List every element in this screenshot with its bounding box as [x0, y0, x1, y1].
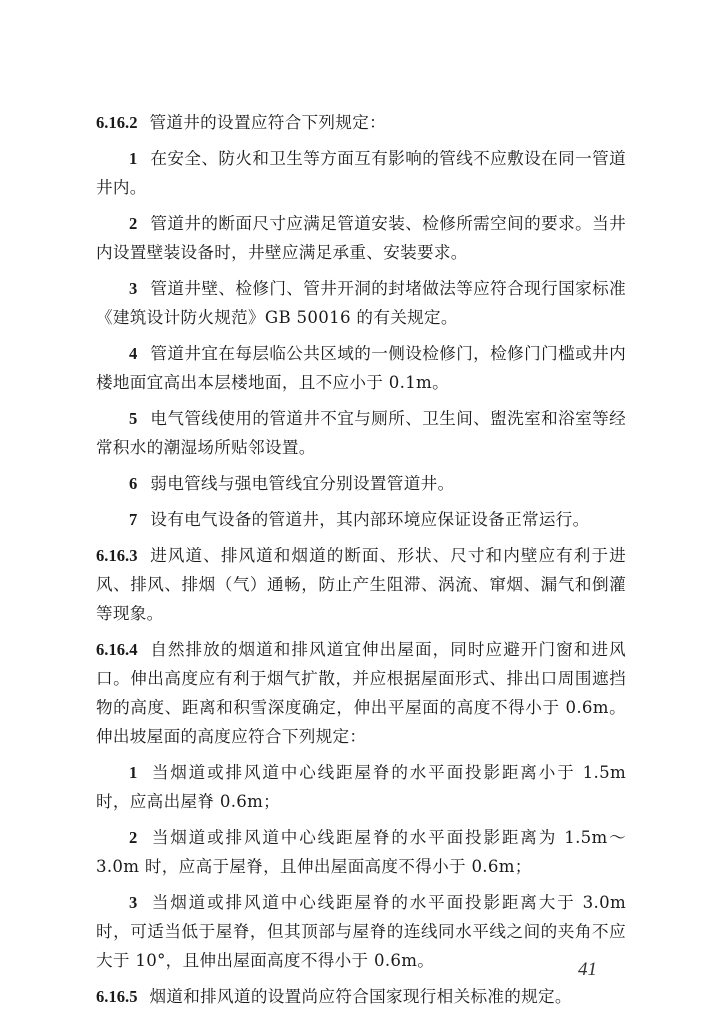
item-number: 4 [129, 344, 138, 363]
list-item [96, 888, 626, 975]
item-number: 5 [129, 409, 138, 428]
item-text: 当烟道或排风道中心线距屋脊的水平面投影距离为 1.5m～3.0m 时，应高于屋脊，且伸出屋面高度不得小于 0.6m； [96, 828, 626, 876]
item-text: 当烟道或排风道中心线距屋脊的水平面投影距离小于 1.5m 时，应高出屋脊 0.6m； [96, 763, 626, 811]
item-number: 1 [129, 149, 138, 168]
list-item [96, 339, 626, 397]
list-item [96, 758, 626, 816]
list-item [96, 404, 626, 462]
clause-6-16-3 [96, 541, 626, 628]
clause-text: 自然排放的烟道和排风道宜伸出屋面，同时应避开门窗和进风口。伸出高度应有利于烟气扩散，并应根据屋面形式、排出口周围遮挡物的高度、距离和积雪深度确定，伸出平屋面的高度不得小于 0.6m。伸出坡屋面的高度应符合下列规定： [96, 640, 626, 746]
document-body [96, 108, 626, 1018]
item-text: 电气管线使用的管道井不宜与厕所、卫生间、盥洗室和浴室等经常积水的潮湿场所贴邻设置。 [96, 409, 626, 457]
clause-text: 进风道、排风道和烟道的断面、形状、尺寸和内壁应有利于进风、排风、排烟（气）通畅，防止产生阻滞、涡流、窜烟、漏气和倒灌等现象。 [96, 546, 626, 623]
clause-number: 6.16.3 [96, 546, 138, 565]
item-text: 当烟道或排风道中心线距屋脊的水平面投影距离大于 3.0m 时，可适当低于屋脊，但其顶部与屋脊的连线同水平线之间的夹角不应大于 10°，且伸出屋面高度不得小于 0.6m。 [96, 893, 626, 970]
page-number: 41 [578, 959, 597, 980]
clause-number: 6.16.4 [96, 640, 138, 659]
item-text: 设有电气设备的管道井，其内部环境应保证设备正常运行。 [150, 510, 590, 529]
list-item [96, 505, 626, 534]
item-text: 弱电管线与强电管线宜分别设置管道井。 [150, 474, 455, 493]
clause-text: 管道井的设置应符合下列规定： [149, 113, 386, 132]
item-text: 管道井宜在每层临公共区域的一侧设检修门，检修门门槛或井内楼地面宜高出本层楼地面，且不应小于 0.1m。 [96, 344, 626, 392]
clause-number: 6.16.2 [96, 113, 138, 132]
item-number: 3 [129, 279, 138, 298]
item-number: 2 [129, 214, 138, 233]
item-number: 6 [129, 474, 138, 493]
list-item [96, 144, 626, 202]
clause-6-16-4 [96, 635, 626, 751]
clause-number: 6.16.5 [96, 987, 138, 1006]
item-number: 2 [129, 828, 138, 847]
item-number: 1 [129, 763, 138, 782]
list-item [96, 823, 626, 881]
item-number: 3 [129, 893, 138, 912]
clause-6-16-2 [96, 108, 626, 137]
list-item [96, 274, 626, 332]
item-text: 在安全、防火和卫生等方面互有影响的管线不应敷设在同一管道井内。 [96, 149, 626, 197]
clause-text: 烟道和排风道的设置尚应符合国家现行相关标准的规定。 [149, 987, 572, 1006]
list-item [96, 209, 626, 267]
item-number: 7 [129, 510, 138, 529]
list-item [96, 469, 626, 498]
item-text: 管道井的断面尺寸应满足管道安装、检修所需空间的要求。当井内设置壁装设备时，井壁应满足承重、安装要求。 [96, 214, 626, 262]
clause-6-16-5 [96, 982, 626, 1011]
item-text: 管道井壁、检修门、管井开洞的封堵做法等应符合现行国家标准《建筑设计防火规范》GB 50016 的有关规定。 [96, 279, 626, 327]
